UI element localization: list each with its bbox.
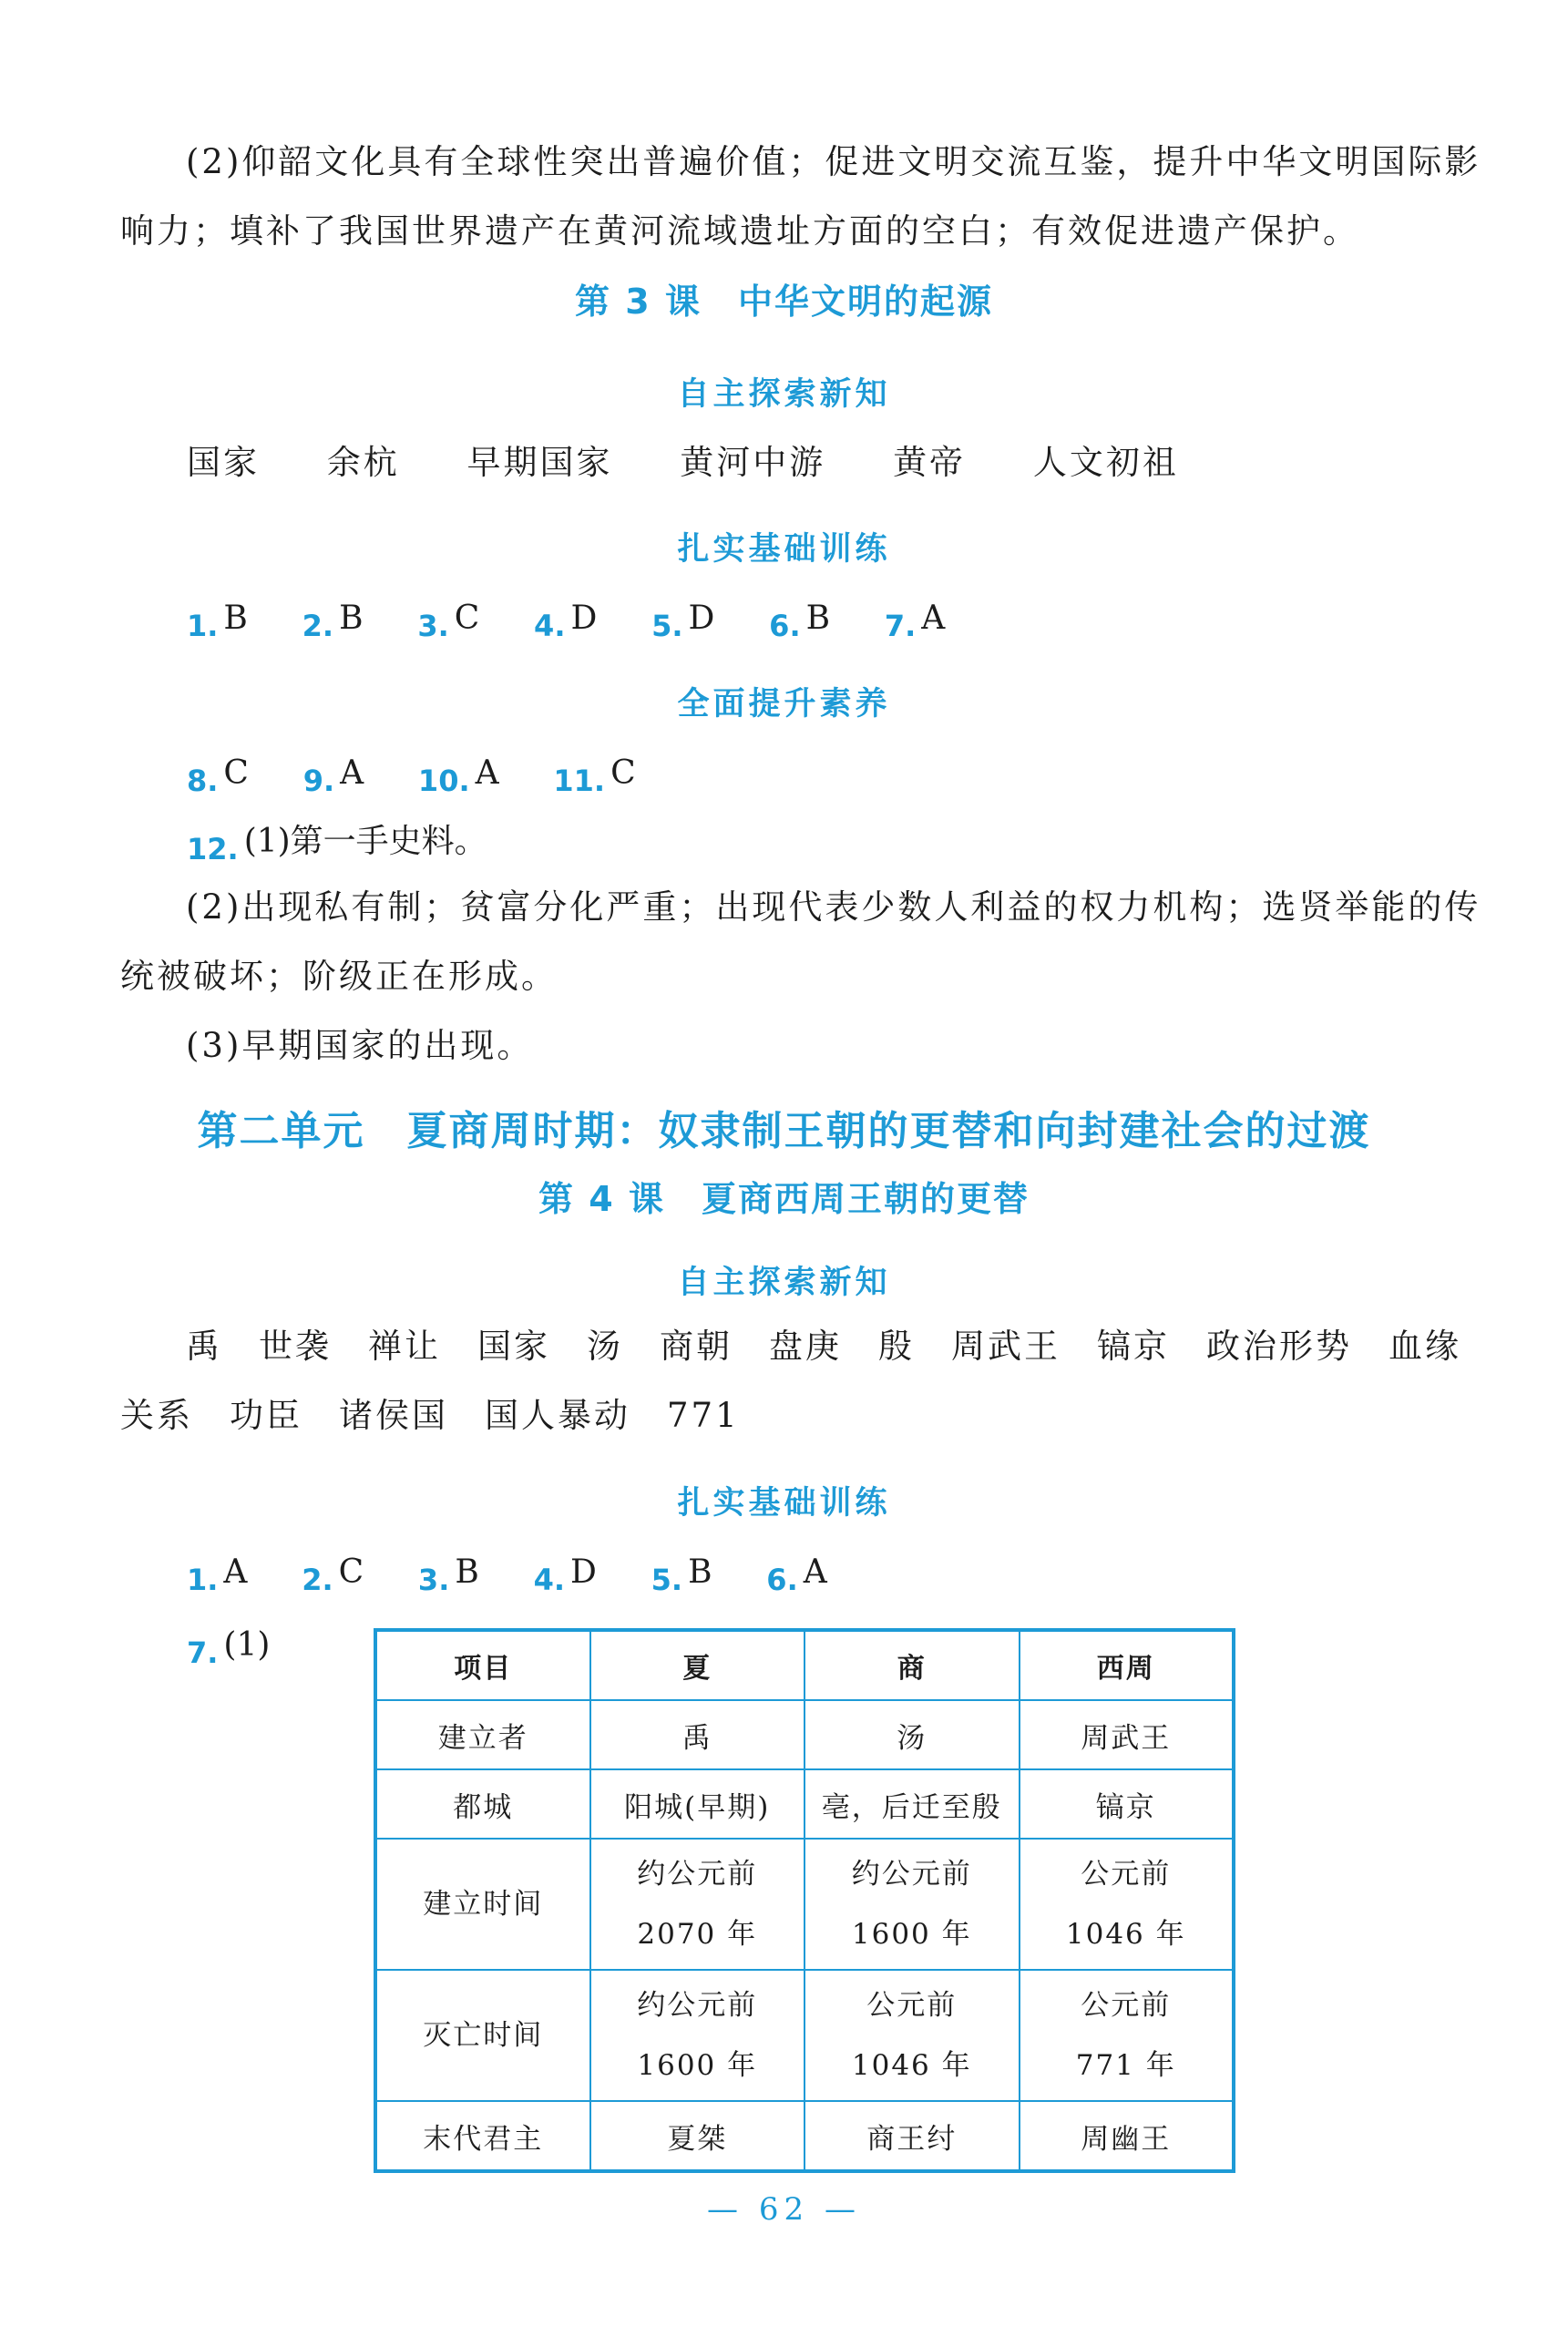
word: 余杭 <box>326 443 400 482</box>
table-cell: 公元前 771 年 <box>1020 1970 1235 2101</box>
lesson3-advanced-answers <box>187 745 680 808</box>
table-cell: 约公元前 1600 年 <box>804 1839 1020 1970</box>
answer-item: 6. A <box>766 1553 827 1597</box>
q7-label: 7. (1) <box>187 1626 271 1670</box>
answer-item: 2. B <box>302 600 364 643</box>
table-cell: 汤 <box>804 1700 1020 1769</box>
table-cell: 阳城(早期) <box>590 1769 805 1839</box>
word: 黄河中游 <box>680 443 826 482</box>
footer-dash: — <box>707 2191 744 2228</box>
word: 黄帝 <box>893 443 967 482</box>
lesson4-title: 第 4 课 夏商西周王朝的更替 <box>538 1179 1030 1219</box>
lesson3-section-advanced: 全面提升素养 <box>677 686 891 723</box>
table-row <box>375 1700 1234 1769</box>
table-row <box>375 1769 1234 1839</box>
answer-item: 9. A <box>302 754 364 798</box>
q12-part1: 12. (1)第一手史料。 <box>187 823 487 866</box>
lesson4-basic-answers <box>187 1544 871 1607</box>
lesson3-section-explore: 自主探索新知 <box>677 376 891 413</box>
unit2-title: 第二单元 夏商周时期：奴隶制王朝的更替和向封建社会的过渡 <box>197 1108 1371 1154</box>
page-number-footer <box>0 2191 1568 2228</box>
table-cell: 禹 <box>590 1700 805 1769</box>
table-cell: 商王纣 <box>804 2101 1020 2171</box>
lesson4-words: 禹 世袭 禅让 国家 汤 商朝 盘庚 殷 周武王 镐京 政治形势 血缘关系 功臣 诸侯国 国人暴动 771 <box>120 1327 1461 1435</box>
table-cell: 周幽王 <box>1020 2101 1235 2171</box>
answer-item: 2. C <box>302 1553 364 1597</box>
table-row <box>375 1839 1234 1970</box>
page-number: 62 <box>758 2191 810 2228</box>
table-header: 项目 <box>375 1630 590 1700</box>
answer-item: 8. C <box>187 754 249 798</box>
word: 国家 <box>187 443 260 482</box>
answer-item: 3. C <box>417 600 480 643</box>
table-cell: 夏桀 <box>590 2101 805 2171</box>
table-cell: 亳，后迁至殷 <box>804 1769 1020 1839</box>
answer-item: 11. C <box>553 754 636 798</box>
q12-part3: (3)早期国家的出现。 <box>186 1026 534 1065</box>
table-cell: 公元前 1046 年 <box>1020 1839 1235 1970</box>
answer-item: 4. D <box>534 600 598 643</box>
table-header: 商 <box>804 1630 1020 1700</box>
lesson4-section-basic: 扎实基础训练 <box>677 1485 891 1522</box>
answer-item: 6. B <box>769 600 831 643</box>
q12-part2: (2)出现私有制；贫富分化严重；出现代表少数人利益的权力机构；选贤举能的传统被破坏；阶级正在形成。 <box>120 887 1481 996</box>
table-row <box>375 2101 1234 2171</box>
lesson3-basic-answers <box>187 590 989 653</box>
table-cell: 末代君主 <box>375 2101 590 2171</box>
table-header: 夏 <box>590 1630 805 1700</box>
answer-item: 5. B <box>651 1553 712 1597</box>
answer-item: 1. B <box>187 600 248 643</box>
table-cell: 约公元前 2070 年 <box>590 1839 805 1970</box>
table-cell: 约公元前 1600 年 <box>590 1970 805 2101</box>
table-cell: 都城 <box>375 1769 590 1839</box>
table-cell: 建立者 <box>375 1700 590 1769</box>
word: 人文初祖 <box>1032 443 1179 482</box>
table-row <box>375 1970 1234 2101</box>
table-cell: 镐京 <box>1020 1769 1235 1839</box>
table-cell: 周武王 <box>1020 1700 1235 1769</box>
footer-dash: — <box>824 2191 861 2228</box>
answer-item: 5. D <box>651 600 715 643</box>
answer-item: 3. B <box>417 1553 479 1597</box>
table-cell: 灭亡时间 <box>375 1970 590 2101</box>
table-cell: 公元前 1046 年 <box>804 1970 1020 2101</box>
dynasty-table <box>374 1628 1235 2173</box>
answer-item: 4. D <box>533 1553 597 1597</box>
answer-item: 10. A <box>417 754 499 798</box>
word: 早期国家 <box>466 443 613 482</box>
q12-number: 12. <box>187 832 239 866</box>
intro-paragraph: (2)仰韶文化具有全球性突出普遍价值；促进文明交流互鉴，提升中华文明国际影响力；填补了我国世界遗产在黄河流域遗址方面的空白；有效促进遗产保护。 <box>120 142 1481 251</box>
table-header: 西周 <box>1020 1630 1235 1700</box>
answer-item: 1. A <box>187 1553 248 1597</box>
lesson4-section-explore: 自主探索新知 <box>677 1265 891 1301</box>
lesson3-title: 第 3 课 中华文明的起源 <box>575 282 993 322</box>
answer-item: 7. A <box>884 600 946 643</box>
lesson3-words <box>187 436 1235 490</box>
lesson3-section-basic: 扎实基础训练 <box>677 531 891 568</box>
table-cell: 建立时间 <box>375 1839 590 1970</box>
q7-number: 7. <box>187 1635 219 1670</box>
table-header-row <box>375 1630 1234 1700</box>
